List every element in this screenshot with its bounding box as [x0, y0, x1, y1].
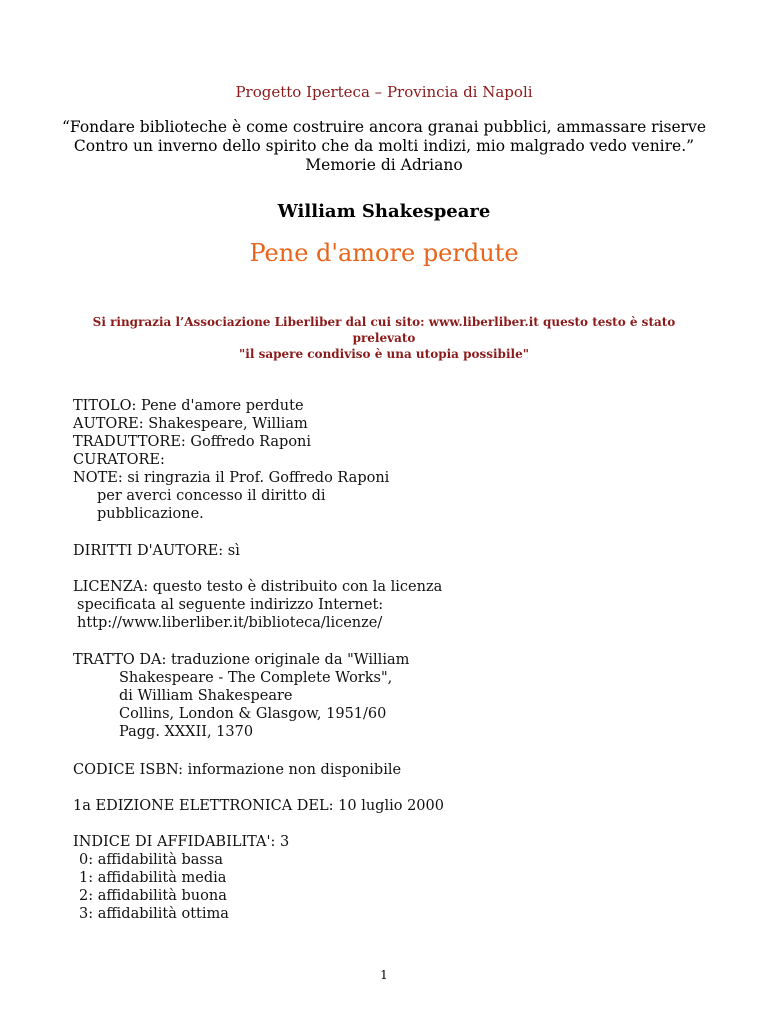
motto: "il sapere condiviso è una utopia possibile" [239, 347, 529, 361]
book-author: William Shakespeare [277, 201, 491, 222]
curatore-label: CURATORE: [73, 452, 165, 468]
metadata-block-main [73, 397, 733, 523]
titolo-label: TITOLO: [73, 398, 137, 414]
quote-line-2: Contro un inverno dello spirito che da molti indizi, mio malgrado vedo venire.” [73, 137, 695, 155]
thanks-line-1: Si ringrazia l’Associazione Liberliber dal cui sito: www.liberliber.it questo testo è stato [92, 315, 676, 329]
page-number: 1 [380, 968, 388, 982]
licenza-continuation-1: specificata al seguente indirizzo Internet: [77, 597, 384, 613]
book-title: Pene d'amore perdute [249, 239, 519, 267]
affidabilita-level-3: 3: affidabilità ottima [79, 906, 229, 922]
affidabilita-level-0: 0: affidabilità bassa [79, 852, 223, 868]
titolo-value: Pene d'amore perdute [136, 398, 304, 414]
traduttore-value: Goffredo Raponi [185, 434, 312, 450]
project-heading: Progetto Iperteca – Provincia di Napoli [235, 83, 533, 101]
licenza-label: LICENZA: [73, 579, 149, 595]
quote-source: Memorie di Adriano [305, 156, 463, 174]
affidabilita-level-2: 2: affidabilità buona [79, 888, 227, 904]
traduttore-label: TRADUTTORE: [73, 434, 186, 450]
note-label: NOTE: [73, 470, 123, 486]
traduttore-row [73, 433, 733, 451]
licenza-block [73, 578, 733, 632]
edizione-value: 10 luglio 2000 [333, 798, 444, 814]
diritti-row [73, 542, 733, 560]
note-value: si ringrazia il Prof. Goffredo Raponi [122, 470, 390, 486]
tratto-continuation-1: Shakespeare - The Complete Works", [119, 670, 393, 686]
note-row [73, 469, 733, 487]
diritti-value: sì [223, 543, 240, 559]
tratto-value: traduzione originale da "William [166, 652, 410, 668]
titolo-row [73, 397, 733, 415]
affidabilita-block [73, 833, 733, 923]
tratto-label: TRATTO DA: [73, 652, 167, 668]
isbn-row [73, 761, 733, 779]
thanks-line-2: prelevato [352, 331, 416, 345]
autore-label: AUTORE: [73, 416, 144, 432]
affidabilita-label: INDICE DI AFFIDABILITA': [73, 834, 276, 850]
autore-value: Shakespeare, William [143, 416, 308, 432]
note-continuation-2: pubblicazione. [97, 506, 204, 522]
isbn-label: CODICE ISBN: [73, 762, 183, 778]
edizione-row [73, 797, 733, 815]
quote-line-1: “Fondare biblioteche è come costruire ancora granai pubblici, ammassare riserve [61, 118, 706, 136]
licenza-value: questo testo è distribuito con la licenza [148, 579, 443, 595]
affidabilita-level-1: 1: affidabilità media [79, 870, 227, 886]
affidabilita-value: 3 [275, 834, 290, 850]
isbn-value: informazione non disponibile [183, 762, 402, 778]
licenza-url: http://www.liberliber.it/biblioteca/licenze/ [77, 615, 383, 631]
diritti-label: DIRITTI D'AUTORE: [73, 543, 224, 559]
curatore-row [73, 451, 733, 469]
tratto-continuation-4: Pagg. XXXII, 1370 [119, 724, 254, 740]
tratto-block [73, 651, 733, 741]
edizione-label: 1a EDIZIONE ELETTRONICA DEL: [73, 798, 334, 814]
autore-row [73, 415, 733, 433]
note-continuation-1: per averci concesso il diritto di [97, 488, 326, 504]
tratto-continuation-2: di William Shakespeare [119, 688, 293, 704]
tratto-continuation-3: Collins, London & Glasgow, 1951/60 [119, 706, 387, 722]
